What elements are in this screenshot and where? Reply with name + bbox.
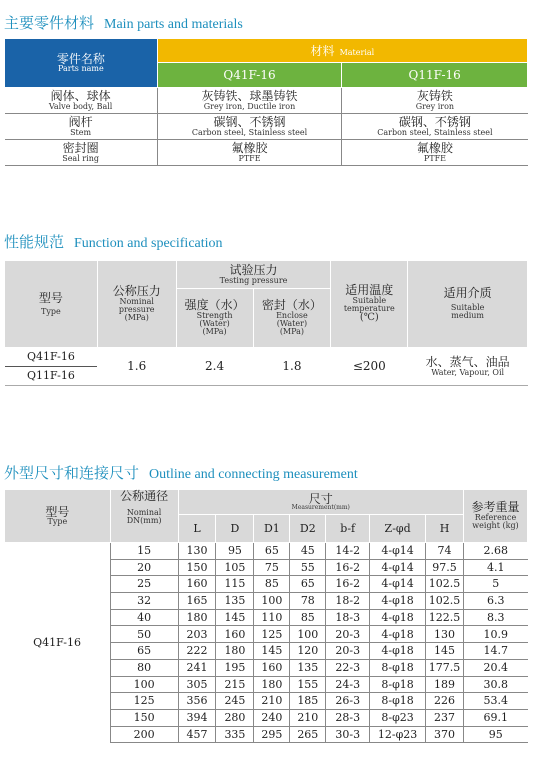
table-cell: 50 — [110, 626, 178, 643]
table-cell: 65 — [290, 576, 326, 593]
table-cell: 18-3 — [326, 609, 370, 626]
model-cell: Q41F-16 — [33, 636, 82, 650]
table-cell: 305 — [178, 676, 216, 693]
spec-table — [4, 260, 528, 386]
seal-header: 密封（水） Enclose (Water) (MPa) — [253, 289, 331, 348]
table-cell: 14-2 — [326, 543, 370, 560]
table-cell: 85 — [254, 576, 290, 593]
table-cell: 125 — [110, 693, 178, 710]
table-cell: 8-φ18 — [370, 659, 426, 676]
weight-header: 参考重量 Reference weight (kg) — [464, 490, 528, 543]
table-cell: 2.68 — [464, 543, 528, 560]
col-header: H — [426, 515, 464, 543]
section-title-cn: 性能规范 — [4, 235, 65, 251]
table-cell: 189 — [426, 676, 464, 693]
table-cell: 97.5 — [426, 559, 464, 576]
table-cell: 222 — [178, 643, 216, 660]
table-cell: 100 — [290, 626, 326, 643]
table-cell: 26-3 — [326, 693, 370, 710]
table-cell: 80 — [110, 659, 178, 676]
medium-header: 适用介质 Suitable medium — [408, 261, 528, 348]
table-cell: 53.4 — [464, 693, 528, 710]
table-cell: 135 — [290, 659, 326, 676]
table-cell: 210 — [254, 693, 290, 710]
table-cell: 115 — [216, 576, 254, 593]
table-cell: 16-2 — [326, 576, 370, 593]
col-header: Z-φd — [370, 515, 426, 543]
table-cell: 5 — [464, 576, 528, 593]
table-cell: 145 — [216, 609, 254, 626]
section-title-cn: 主要零件材料 — [4, 16, 95, 32]
table-cell: 100 — [254, 593, 290, 610]
table-cell: 22-3 — [326, 659, 370, 676]
table-cell: 280 — [216, 709, 254, 726]
table-cell: 20.4 — [464, 659, 528, 676]
table-cell: 160 — [216, 626, 254, 643]
table-cell: 185 — [290, 693, 326, 710]
table-cell: 20 — [110, 559, 178, 576]
col-header: D1 — [254, 515, 290, 543]
col-header: D2 — [290, 515, 326, 543]
table-cell: 150 — [110, 709, 178, 726]
table-row: Q41F-16 1.6 2.4 1.8 ≤200 水、蒸气、油品 Water, Vapour, Oil — [5, 348, 528, 367]
table-cell: 4-φ14 — [370, 559, 426, 576]
table-row — [5, 543, 528, 560]
col-header: b-f — [326, 515, 370, 543]
table-cell: 130 — [426, 626, 464, 643]
table-cell: 16-2 — [326, 559, 370, 576]
section-title-cn: 外型尺寸和连接尺寸 — [4, 466, 140, 482]
table-row: 密封圈 Seal ring 氟橡胶 PTFE 氟橡胶 PTFE — [5, 140, 528, 166]
table-cell: 8-φ23 — [370, 709, 426, 726]
table-cell: 295 — [254, 726, 290, 743]
table-cell: 4-φ14 — [370, 576, 426, 593]
table-cell: 215 — [216, 676, 254, 693]
table-cell: 12-φ23 — [370, 726, 426, 743]
table-cell: 8.3 — [464, 609, 528, 626]
table-cell: 30-3 — [326, 726, 370, 743]
table-cell: 195 — [216, 659, 254, 676]
table-cell: 25 — [110, 576, 178, 593]
table-cell: 356 — [178, 693, 216, 710]
parts-material-table — [4, 38, 528, 166]
section-title-parts — [4, 12, 243, 33]
table-cell: 10.9 — [464, 626, 528, 643]
table-cell: 20-3 — [326, 643, 370, 660]
section-title-en: Outline and connecting measurement — [149, 467, 358, 482]
table-cell: 55 — [290, 559, 326, 576]
table-cell: 180 — [178, 609, 216, 626]
table-cell: 110 — [254, 609, 290, 626]
table-cell: 4-φ18 — [370, 609, 426, 626]
table-cell: 180 — [216, 643, 254, 660]
table-cell: 75 — [254, 559, 290, 576]
type-header: 型号 Type — [5, 490, 111, 543]
table-cell: 65 — [110, 643, 178, 660]
table-cell: 165 — [178, 593, 216, 610]
table-cell: 105 — [216, 559, 254, 576]
table-cell: 69.1 — [464, 709, 528, 726]
table-cell: 102.5 — [426, 593, 464, 610]
table-cell: 160 — [178, 576, 216, 593]
table-cell: 20-3 — [326, 626, 370, 643]
section-title-en: Main parts and materials — [104, 17, 243, 32]
table-cell: 122.5 — [426, 609, 464, 626]
table-cell: 203 — [178, 626, 216, 643]
table-cell: 100 — [110, 676, 178, 693]
table-cell: 8-φ18 — [370, 676, 426, 693]
table-cell: 160 — [254, 659, 290, 676]
table-cell: 237 — [426, 709, 464, 726]
table-cell: 85 — [290, 609, 326, 626]
table-cell: 24-3 — [326, 676, 370, 693]
table-cell: 8-φ18 — [370, 693, 426, 710]
material-header: 材料 Material — [157, 39, 527, 63]
table-cell: 265 — [290, 726, 326, 743]
table-cell: 145 — [426, 643, 464, 660]
temp-header: 适用温度 Suitable temperature (℃) — [331, 261, 408, 348]
table-cell: 125 — [254, 626, 290, 643]
table-cell: 74 — [426, 543, 464, 560]
table-cell: 394 — [178, 709, 216, 726]
table-cell: 65 — [254, 543, 290, 560]
table-cell: 95 — [464, 726, 528, 743]
col-header: D — [216, 515, 254, 543]
table-cell: 4-φ18 — [370, 643, 426, 660]
table-cell: 145 — [254, 643, 290, 660]
table-cell: 4-φ14 — [370, 543, 426, 560]
table-cell: 95 — [216, 543, 254, 560]
table-cell: 28-3 — [326, 709, 370, 726]
table-cell: 210 — [290, 709, 326, 726]
table-cell: 40 — [110, 609, 178, 626]
table-row: 阀杆 Stem 碳钢、不锈钢 Carbon steel, Stainless steel 碳钢、不锈钢 Carbon steel, Stainless steel — [5, 114, 528, 140]
table-cell: 335 — [216, 726, 254, 743]
table-cell: 45 — [290, 543, 326, 560]
pressure-header: 公称压力 Nominal pressure (MPa) — [97, 261, 176, 348]
dimension-table — [4, 489, 528, 743]
table-row: 阀体、球体 Valve body, Ball 灰铸铁、球墨铸铁 Grey iron, Ductile iron 灰铸铁 Grey iron — [5, 88, 528, 114]
table-cell: 200 — [110, 726, 178, 743]
table-cell: 4.1 — [464, 559, 528, 576]
type-header: 型号 Type — [5, 261, 98, 348]
table-cell: 130 — [178, 543, 216, 560]
table-cell: 241 — [178, 659, 216, 676]
strength-header: 强度（水） Strength (Water) (MPa) — [176, 289, 253, 348]
table-cell: 135 — [216, 593, 254, 610]
section-title-en: Function and specification — [74, 236, 223, 251]
table-cell: 370 — [426, 726, 464, 743]
dn-header: 公称通径 Nominal DN(mm) — [110, 490, 178, 543]
table-cell: 102.5 — [426, 576, 464, 593]
measurement-header: 尺寸 Measurement(mm) — [178, 490, 463, 515]
col-header: L — [178, 515, 216, 543]
part-name-header: 零件名称 Parts name — [5, 39, 158, 88]
table-cell: 245 — [216, 693, 254, 710]
section-title-outline — [4, 462, 358, 483]
model-header: Q11F-16 — [342, 63, 528, 88]
table-cell: 6.3 — [464, 593, 528, 610]
table-cell: 15 — [110, 543, 178, 560]
table-cell: 150 — [178, 559, 216, 576]
table-cell: 30.8 — [464, 676, 528, 693]
table-cell: 457 — [178, 726, 216, 743]
section-title-function — [4, 231, 223, 252]
table-cell: 32 — [110, 593, 178, 610]
table-cell: 155 — [290, 676, 326, 693]
table-cell: 18-2 — [326, 593, 370, 610]
model-header: Q41F-16 — [157, 63, 342, 88]
table-cell: 240 — [254, 709, 290, 726]
table-cell: 78 — [290, 593, 326, 610]
table-cell: 177.5 — [426, 659, 464, 676]
table-cell: 14.7 — [464, 643, 528, 660]
table-cell: 4-φ18 — [370, 593, 426, 610]
table-cell: 4-φ18 — [370, 626, 426, 643]
table-cell: 120 — [290, 643, 326, 660]
table-cell: 180 — [254, 676, 290, 693]
table-row: Q11F-16 — [5, 367, 528, 386]
table-cell: 226 — [426, 693, 464, 710]
test-pressure-header: 试验压力 Testing pressure — [176, 261, 331, 289]
